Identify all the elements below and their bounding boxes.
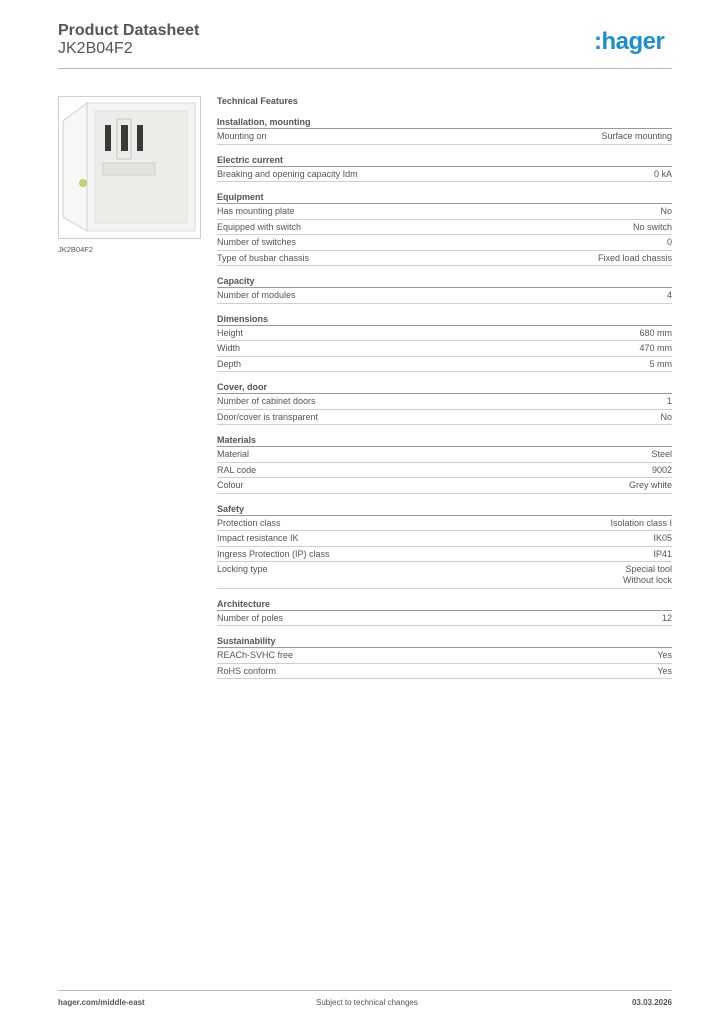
image-caption: JK2B04F2 (58, 245, 94, 254)
feature-row (217, 516, 672, 532)
feature-value (639, 343, 672, 354)
footer-divider (58, 990, 672, 991)
feature-row (217, 235, 672, 251)
header-divider (58, 68, 672, 69)
feature-section (217, 503, 672, 589)
feature-label: Breaking and opening capacity Idm (217, 168, 358, 179)
feature-value (601, 131, 672, 142)
feature-section (217, 116, 672, 145)
section-title: Materials (217, 434, 672, 447)
product-code: JK2B04F2 (58, 40, 133, 57)
product-image (58, 96, 201, 239)
feature-value (650, 359, 673, 370)
feature-value (651, 449, 672, 460)
feature-label: Colour (217, 480, 244, 490)
feature-value-text: Fixed load chassis (597, 252, 672, 263)
feature-value-text: 1 (666, 396, 672, 406)
feature-value-text: No (660, 206, 672, 216)
feature-value-text: Surface mounting (601, 131, 672, 141)
feature-value (667, 237, 672, 248)
feature-value-text: IP41 (653, 548, 672, 559)
feature-label: Height (217, 327, 244, 338)
feature-label: Number of switches (217, 237, 297, 247)
feature-label: Depth (217, 358, 242, 369)
feature-value (654, 169, 672, 180)
footer-website[interactable]: hager.com/middle-east (58, 998, 145, 1007)
feature-value (653, 549, 672, 560)
section-title: Installation, mounting (217, 116, 672, 129)
feature-label: Door/cover is transparent (217, 411, 319, 422)
feature-section (217, 275, 672, 304)
feature-row (217, 129, 672, 145)
feature-value (657, 650, 672, 661)
feature-label: RAL code (217, 464, 257, 475)
feature-row (217, 357, 672, 373)
footer-notice: Subject to technical changes (316, 998, 418, 1007)
feature-value (598, 253, 672, 264)
feature-row (217, 664, 672, 680)
feature-section (217, 434, 672, 494)
section-title: Dimensions (217, 313, 672, 326)
feature-value-text: 4 (666, 290, 672, 300)
feature-value-text: Steel (651, 449, 672, 459)
feature-row (217, 562, 672, 589)
feature-value-text: 0 kA (653, 168, 672, 179)
feature-value-text: Isolation class I (610, 517, 672, 528)
feature-value-text: Without lock (622, 575, 672, 585)
feature-value-text: No (660, 411, 672, 422)
footer-date: 03.03.2026 (631, 998, 672, 1007)
feature-value (639, 328, 672, 339)
section-title: Safety (217, 503, 672, 516)
section-title: Capacity (217, 275, 672, 288)
feature-row (217, 648, 672, 664)
feature-value-text: 680 mm (639, 327, 672, 338)
feature-label: Number of poles (217, 612, 284, 623)
feature-section (217, 191, 672, 266)
features-heading: Technical Features (217, 96, 298, 106)
feature-label: Protection class (217, 517, 281, 528)
feature-label: Number of modules (217, 290, 296, 300)
feature-value (610, 518, 672, 529)
feature-row (217, 531, 672, 547)
feature-row (217, 447, 672, 463)
feature-label: Impact resistance IK (217, 533, 299, 543)
feature-section (217, 154, 672, 183)
feature-section (217, 635, 672, 679)
feature-label: RoHS conform (217, 665, 277, 676)
feature-value-text: Grey white (628, 480, 672, 490)
feature-value (623, 564, 672, 586)
feature-label: Ingress Protection (IP) class (217, 548, 330, 559)
feature-row (217, 326, 672, 342)
feature-row (217, 341, 672, 357)
hager-logo: :hager (594, 28, 665, 55)
section-title: Sustainability (217, 635, 672, 648)
feature-row (217, 410, 672, 426)
feature-value-text: Yes (657, 665, 672, 676)
feature-value-text: 9002 (651, 464, 672, 475)
feature-row (217, 204, 672, 220)
feature-row (217, 547, 672, 563)
feature-label: Has mounting plate (217, 206, 295, 216)
feature-section (217, 598, 672, 627)
feature-label: Type of busbar chassis (217, 252, 310, 263)
section-title: Electric current (217, 154, 672, 167)
technical-features (217, 96, 672, 688)
feature-row (217, 167, 672, 183)
feature-value-text: Special tool (625, 564, 672, 574)
feature-value (660, 206, 672, 217)
feature-row (217, 394, 672, 410)
feature-value-text: 5 mm (649, 358, 672, 369)
enclosure-illustration (59, 97, 200, 238)
feature-section (217, 313, 672, 373)
feature-value-text: 470 mm (639, 343, 672, 353)
feature-row (217, 478, 672, 494)
feature-label: Number of cabinet doors (217, 396, 316, 406)
feature-value (657, 666, 672, 677)
feature-value (629, 480, 672, 491)
feature-label: Material (217, 449, 250, 459)
feature-label: Locking type (217, 564, 268, 574)
feature-label: REACh-SVHC free (217, 650, 294, 660)
feature-value (662, 613, 672, 624)
section-title: Equipment (217, 191, 672, 204)
feature-value (653, 533, 672, 544)
feature-value-text: 0 (666, 237, 672, 247)
feature-row (217, 463, 672, 479)
feature-section (217, 381, 672, 425)
feature-value-text: IK05 (653, 533, 672, 543)
feature-value-text: Yes (657, 650, 672, 660)
feature-value (667, 396, 672, 407)
feature-value (633, 222, 672, 233)
feature-label: Equipped with switch (217, 221, 302, 232)
section-title: Cover, door (217, 381, 672, 394)
feature-sections (217, 116, 672, 679)
feature-label: Mounting on (217, 131, 267, 141)
section-title: Architecture (217, 598, 672, 611)
feature-value (652, 465, 672, 476)
feature-value-text: No switch (632, 221, 672, 232)
feature-value-text: 12 (661, 612, 672, 623)
feature-value (660, 412, 672, 423)
feature-row (217, 220, 672, 236)
feature-row (217, 288, 672, 304)
feature-label: Width (217, 343, 241, 353)
feature-value (667, 290, 672, 301)
page-title: Product Datasheet (58, 22, 200, 39)
feature-row (217, 611, 672, 627)
feature-row (217, 251, 672, 267)
